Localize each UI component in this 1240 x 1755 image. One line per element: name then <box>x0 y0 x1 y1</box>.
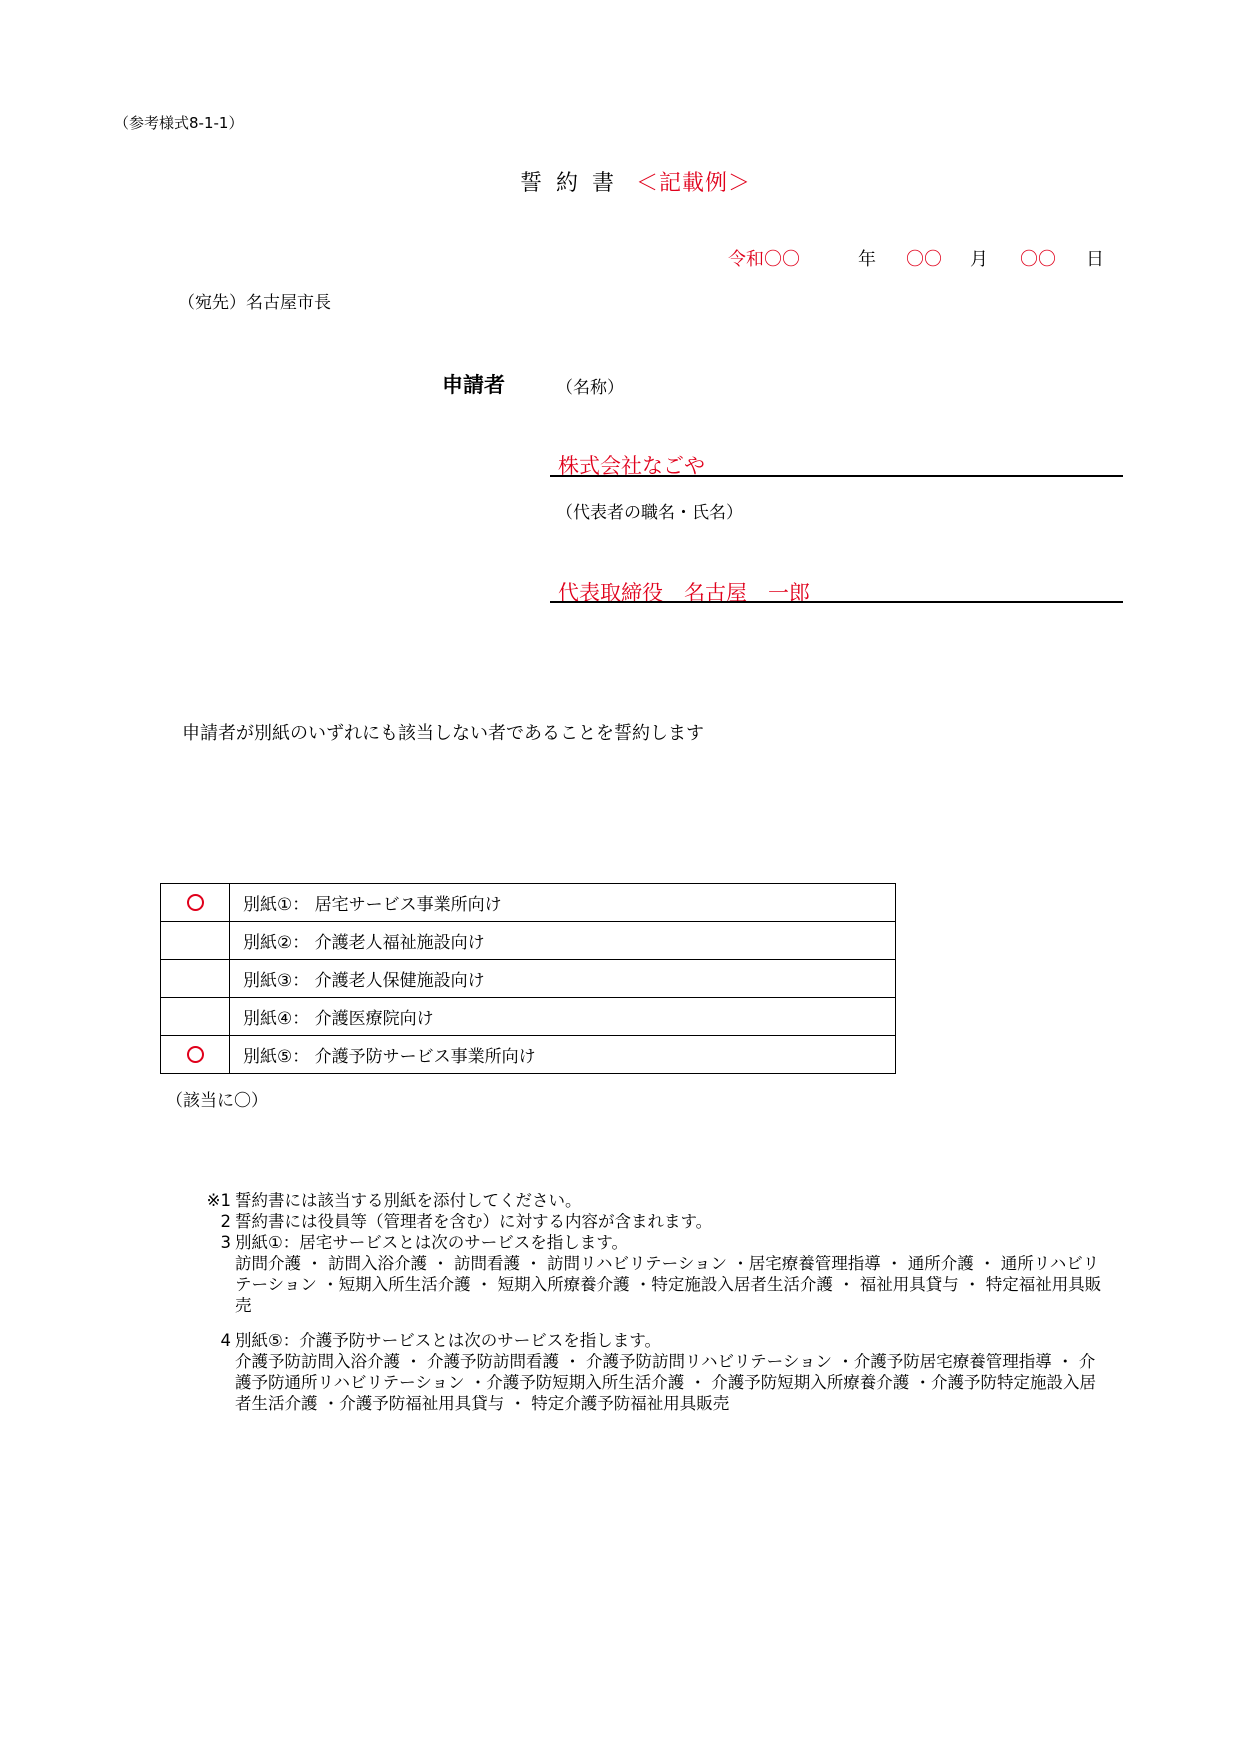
note-number: 2 <box>220 1212 231 1231</box>
note-item <box>195 1211 1110 1232</box>
note-text: 誓約書には役員等（管理者を含む）に対する内容が含まれます。 <box>235 1212 713 1231</box>
annex-label: 別紙②： 介護老人福祉施設向け <box>230 922 896 960</box>
note-text: 別紙⑤：介護予防サービスとは次のサービスを指します。 <box>235 1331 661 1350</box>
date-month-label: 月 <box>970 249 988 270</box>
annex-row <box>161 922 896 960</box>
note-item <box>195 1190 1110 1211</box>
note-text: 誓約書には該当する別紙を添付してください。 <box>235 1191 582 1210</box>
table-legend: （該当に〇） <box>166 1091 268 1111</box>
name-underline <box>550 475 1123 477</box>
form-id: （参考様式8-1-1） <box>114 114 244 132</box>
annex-row <box>161 1036 896 1074</box>
note-number: 4 <box>220 1331 231 1350</box>
annex-mark-cell <box>161 922 230 960</box>
note-text: 別紙①：居宅サービスとは次のサービスを指します。 <box>235 1233 628 1252</box>
pledge-statement: 申請者が別紙のいずれにも該当しない者であることを誓約します <box>182 723 704 744</box>
representative-label: （代表者の職名・氏名） <box>556 503 743 523</box>
note-item <box>195 1232 1110 1253</box>
annex-label: 別紙⑤： 介護予防サービス事業所向け <box>230 1036 896 1074</box>
annex-row <box>161 998 896 1036</box>
date-day-value: 〇〇 <box>1020 249 1056 270</box>
annex-row <box>161 884 896 922</box>
applicable-circle-icon <box>187 1046 204 1063</box>
date-day-label: 日 <box>1086 249 1104 270</box>
applicable-circle-icon <box>187 894 204 911</box>
title-example-tag: ＜記載例＞ <box>636 171 752 196</box>
note-service-list: 訪問介護 ・ 訪問入浴介護 ・ 訪問看護 ・ 訪問リハビリテーション ・居宅療養管理指導 ・ 通所介護 ・ 通所リハビリテーション ・短期入所生活介護 ・ 短期入所療養介護 ・特定施設入居者生活介護 ・ 福祉用具貸与 ・ 特定福祉用具販売 <box>235 1254 1102 1315</box>
title-main: 誓約書 <box>520 171 629 196</box>
note-number: 3 <box>220 1233 231 1252</box>
document-title <box>520 166 751 197</box>
annex-mark-cell <box>161 884 230 922</box>
applicant-name-label: （名称） <box>556 378 624 398</box>
date-year-label: 年 <box>858 249 876 270</box>
representative-value: 代表取締役 名古屋 一郎 <box>558 581 810 605</box>
annex-label: 別紙①： 居宅サービス事業所向け <box>230 884 896 922</box>
note-number: ※1 <box>206 1191 231 1210</box>
notes-section <box>195 1190 1110 1428</box>
applicant-name-value: 株式会社なごや <box>558 454 705 478</box>
annex-label: 別紙④： 介護医療院向け <box>230 998 896 1036</box>
annex-label: 別紙③： 介護老人保健施設向け <box>230 960 896 998</box>
date-month-value: 〇〇 <box>906 249 942 270</box>
representative-underline <box>550 601 1123 603</box>
applicant-label: 申請者 <box>442 373 505 397</box>
note-service-list: 介護予防訪問入浴介護 ・ 介護予防訪問看護 ・ 介護予防訪問リハビリテーション ・介護予防居宅療養管理指導 ・ 介護予防通所リハビリテーション ・介護予防短期入所生活介護 ・ 介護予防短期入所療養介護 ・介護予防特定施設入居者生活介護 ・介護予防福祉用具貸与 ・ 特定介護予防福祉用具販売 <box>235 1352 1096 1413</box>
annex-table <box>160 883 896 1074</box>
annex-mark-cell <box>161 960 230 998</box>
addressee: （宛先）名古屋市長 <box>178 293 331 313</box>
note-item <box>195 1330 1110 1351</box>
annex-mark-cell <box>161 998 230 1036</box>
annex-mark-cell <box>161 1036 230 1074</box>
annex-row <box>161 960 896 998</box>
date-era-year: 令和〇〇 <box>728 249 800 270</box>
